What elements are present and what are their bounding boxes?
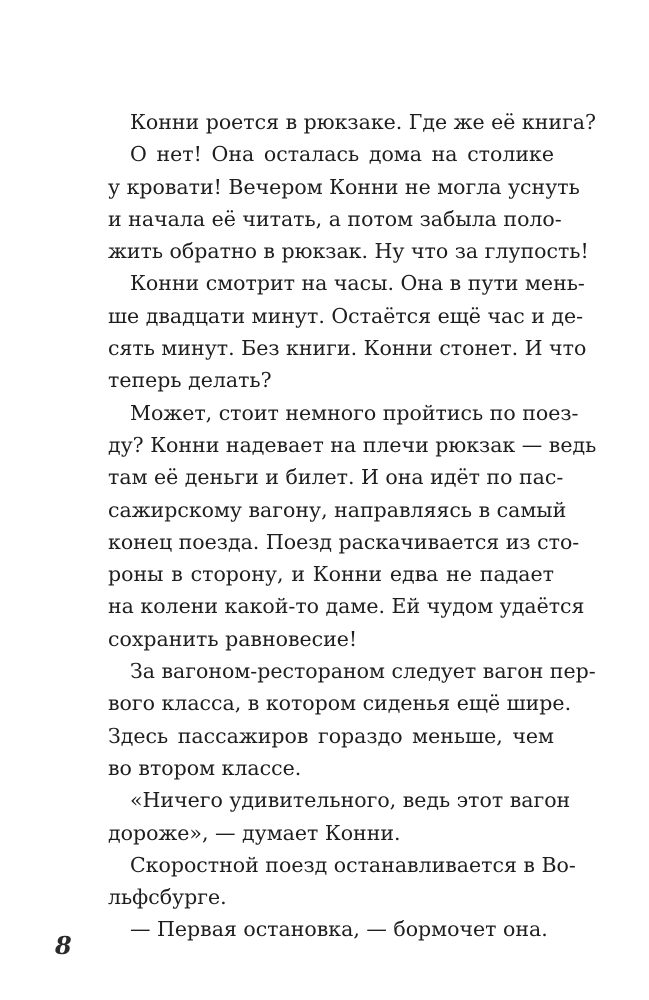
page-number: 8 — [55, 931, 72, 960]
text-line: сажирскому вагону, направляясь в самый — [108, 497, 567, 522]
text-line: ше двадцати минут. Остаётся ещё час и де- — [108, 303, 584, 328]
text-line: жить обратно в рюкзак. Ну что за глупость! — [108, 239, 589, 264]
text-line: ду? Конни надевает на плечи рюкзак — ведь — [108, 432, 597, 457]
text-line: Скоростной поезд останавливается в Во- — [130, 852, 576, 877]
text-line: О нет! Она осталась дома на столике — [130, 142, 554, 167]
text-line: вого класса, в котором сиденья ещё шире. — [108, 691, 572, 716]
text-line: Может, стоит немного пройтись по поез- — [130, 400, 579, 425]
text-line: у кровати! Вечером Конни не могла уснуть — [108, 174, 580, 199]
text-line: на колени какой-то даме. Ей чудом удаётся — [108, 594, 585, 619]
text-line: сять минут. Без книги. Конни стонет. И что — [108, 336, 587, 361]
text-line: За вагоном-рестораном следует вагон пер- — [130, 659, 596, 684]
text-line: конец поезда. Поезд раскачивается из сто- — [108, 529, 580, 554]
text-line: Здесь пассажиров гораздо меньше, чем — [108, 723, 554, 748]
text-line: теперь делать? — [108, 368, 272, 393]
text-line: во втором классе. — [108, 755, 302, 780]
text-line: Конни роется в рюкзаке. Где же её книга? — [130, 110, 597, 134]
text-line: сохранить равновесие! — [108, 626, 358, 651]
text-line: льфсбурге. — [108, 885, 227, 910]
text-line: роны в сторону, и Конни едва не падает — [108, 562, 554, 587]
text-line: «Ничего удивительного, ведь этот вагон — [130, 788, 571, 813]
text-line: дороже», — думает Конни. — [108, 820, 401, 845]
text-line: и начала её читать, а потом забыла поло- — [108, 206, 562, 231]
text-line: там её деньги и билет. И она идёт по пас- — [108, 465, 564, 490]
body-text — [108, 106, 597, 946]
text-line: — Первая остановка, — бормочет она. — [130, 917, 548, 942]
text-line: Конни смотрит на часы. Она в пути мень- — [130, 271, 585, 296]
